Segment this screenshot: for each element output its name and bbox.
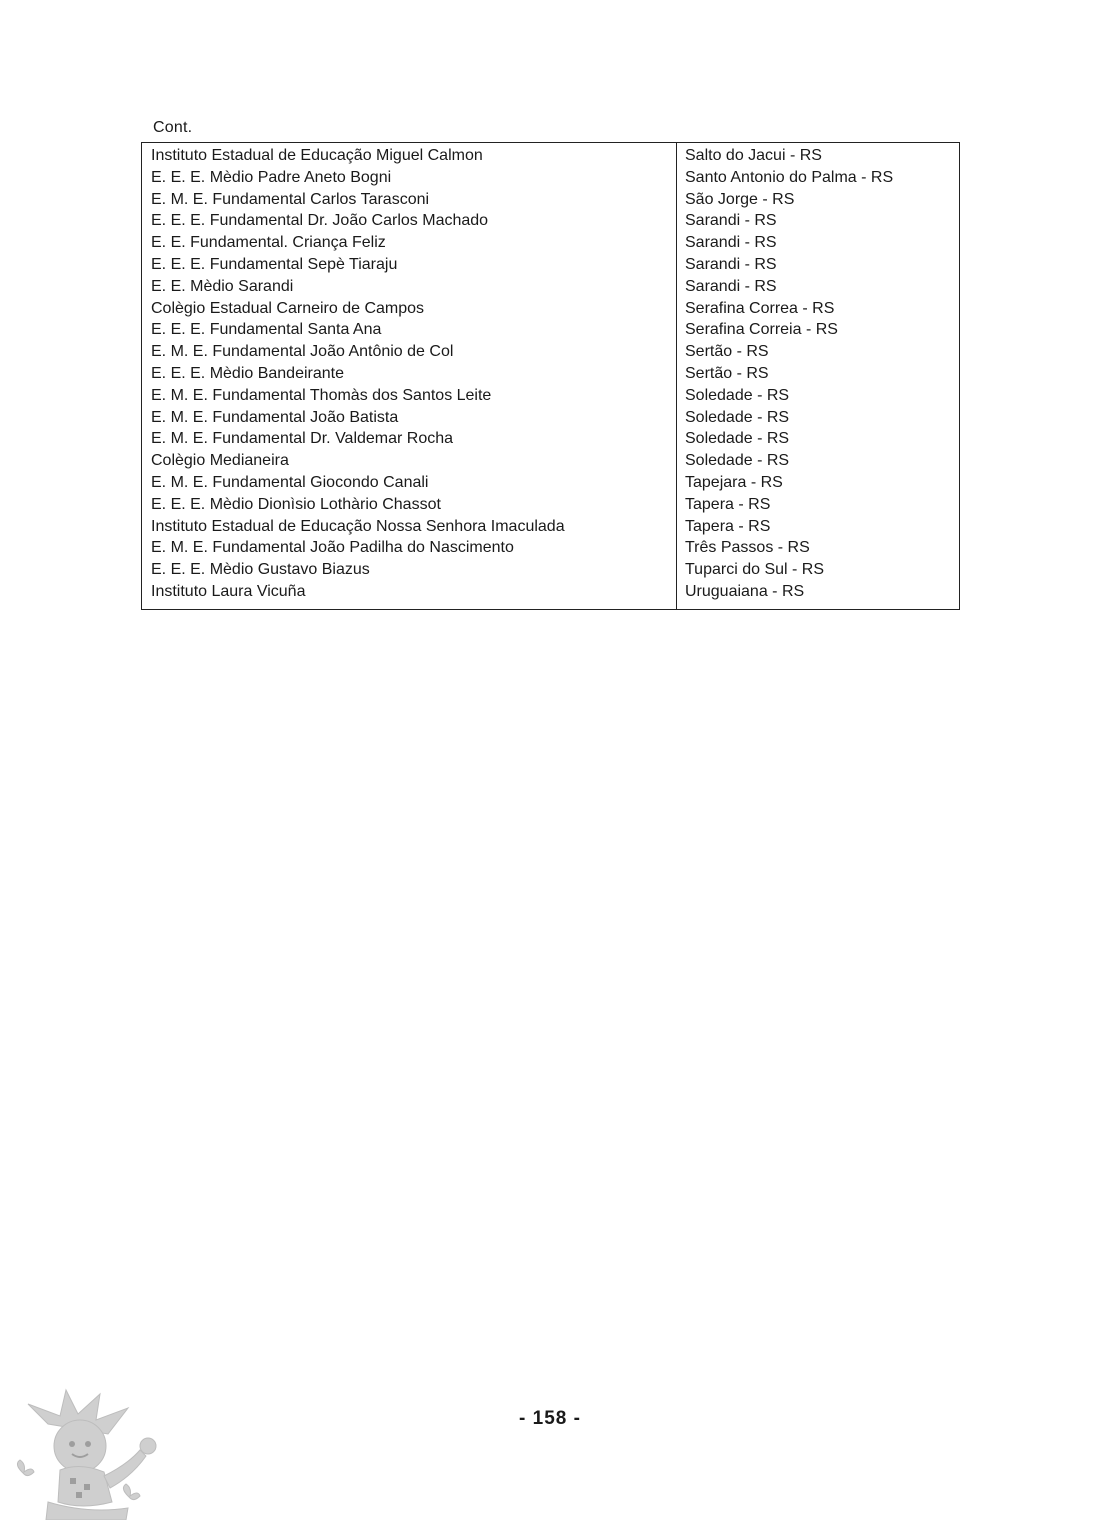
city-cell: Soledade - RS [685,408,790,426]
school-name-cell: E. M. E. Fundamental Giocondo Canali [142,472,677,494]
school-table-body [142,143,960,610]
table-row [142,537,960,559]
city-cell: Tapejara - RS [685,473,783,491]
school-name-cell: E. E. Mèdio Sarandi [142,276,677,298]
table-row [142,189,960,211]
school-table [141,142,960,610]
city-cell: Soledade - RS [685,430,790,448]
school-name-cell: Colègio Medianeira [142,450,677,472]
city-cell: Uruguaiana - RS [685,582,805,600]
continuation-label: Cont. [153,119,193,136]
city-cell: Salto do Jacui - RS [685,147,822,164]
city-cell: Sarandi - RS [685,277,777,295]
city-cell: Sertão - RS [685,343,769,361]
school-name-cell: E. E. E. Fundamental Santa Ana [142,319,677,341]
city-cell: Três Passos - RS [685,539,810,557]
school-name-cell: E. E. E. Fundamental Dr. João Carlos Machado [142,210,677,232]
city-cell: Sarandi - RS [685,212,777,230]
city-cell: Serafina Correa - RS [685,299,835,317]
city-cell: Sarandi - RS [685,255,777,273]
city-cell: Soledade - RS [685,452,790,470]
city-cell: Santo Antonio do Palma - RS [685,168,894,186]
city-cell: Soledade - RS [685,386,790,404]
table-row [142,167,960,189]
table-row [142,494,960,516]
school-name-cell: E. M. E. Fundamental João Batista [142,407,677,429]
table-row [142,472,960,494]
table-row [142,298,960,320]
city-cell: Tapera - RS [685,517,771,535]
school-name-cell: E. E. Fundamental. Criança Feliz [142,232,677,254]
school-name-cell: E. M. E. Fundamental Thomàs dos Santos Leite [142,385,677,407]
school-name-cell: E. M. E. Fundamental Carlos Tarasconi [142,189,677,211]
city-cell: Sarandi - RS [685,234,777,252]
table-row [142,581,960,609]
school-name-cell: Instituto Estadual de Educação Miguel Calmon [142,143,677,167]
school-name-cell: Instituto Estadual de Educação Nossa Senhora Imaculada [142,516,677,538]
table-row [142,407,960,429]
table-row [142,516,960,538]
school-name-cell: Instituto Laura Vicuña [142,581,677,609]
table-row [142,210,960,232]
school-name-cell: Colègio Estadual Carneiro de Campos [142,298,677,320]
table-row [142,276,960,298]
table-row [142,143,960,167]
city-cell: São Jorge - RS [685,190,795,208]
school-name-cell: E. E. E. Fundamental Sepè Tiaraju [142,254,677,276]
city-cell: Tuparci do Sul - RS [685,561,825,579]
page-number: - 158 - [519,1408,581,1429]
table-row [142,428,960,450]
table-row [142,254,960,276]
city-cell: Serafina Correia - RS [685,321,838,339]
school-name-cell: E. E. E. Mèdio Gustavo Biazus [142,559,677,581]
city-cell: Sertão - RS [685,364,769,382]
school-name-cell: E. M. E. Fundamental João Padilha do Nascimento [142,537,677,559]
school-name-cell: E. E. E. Mèdio Dionìsio Lothàrio Chassot [142,494,677,516]
table-row [142,363,960,385]
table-row [142,232,960,254]
child-mascot-icon [8,1384,168,1520]
school-name-cell: E. E. E. Mèdio Padre Aneto Bogni [142,167,677,189]
school-name-cell: E. M. E. Fundamental Dr. Valdemar Rocha [142,428,677,450]
table-row [142,559,960,581]
table-row [142,341,960,363]
city-cell: Tapera - RS [685,495,771,513]
table-row [142,450,960,472]
school-name-cell: E. E. E. Mèdio Bandeirante [142,363,677,385]
table-row [142,319,960,341]
table-row [142,385,960,407]
school-name-cell: E. M. E. Fundamental João Antônio de Col [142,341,677,363]
